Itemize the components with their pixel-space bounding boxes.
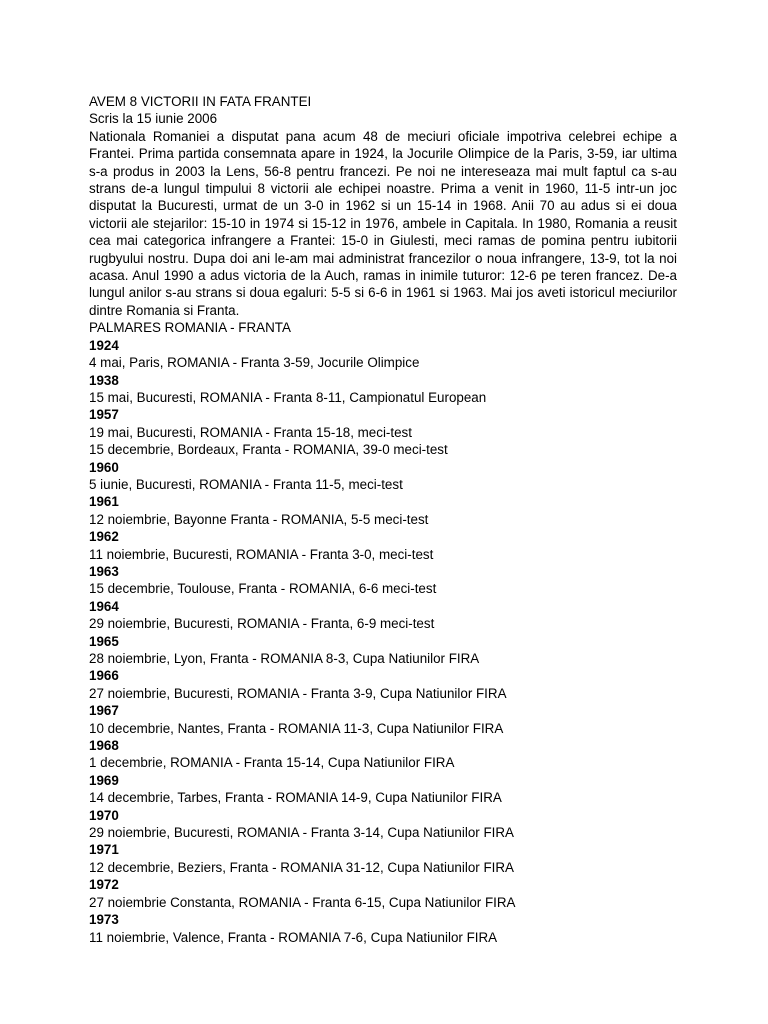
document-title: AVEM 8 VICTORII IN FATA FRANTEI <box>89 94 312 109</box>
year-heading: 1969 <box>89 772 119 788</box>
match-entry: 19 mai, Bucuresti, ROMANIA - Franta 15-18, meci-test <box>89 424 412 440</box>
match-entry: 5 iunie, Bucuresti, ROMANIA - Franta 11-5, meci-test <box>89 476 403 492</box>
year-heading: 1971 <box>89 842 119 858</box>
match-entry: 14 decembrie, Tarbes, Franta - ROMANIA 14-9, Cupa Natiunilor FIRA <box>89 790 502 806</box>
year-heading: 1962 <box>89 529 119 545</box>
year-heading: 1924 <box>89 337 119 353</box>
match-entry: 29 noiembrie, Bucuresti, ROMANIA - Franta, 6-9 meci-test <box>89 616 435 632</box>
match-entry: 15 mai, Bucuresti, ROMANIA - Franta 8-11, Campionatul European <box>89 389 487 405</box>
match-entry: 27 noiembrie Constanta, ROMANIA - Franta 6-15, Cupa Natiunilor FIRA <box>89 894 516 910</box>
year-heading: 1961 <box>89 494 119 510</box>
document-date: Scris la 15 iunie 2006 <box>89 111 218 127</box>
list-heading: PALMARES ROMANIA - FRANTA <box>89 320 291 336</box>
year-heading: 1965 <box>89 633 119 649</box>
year-heading: 1972 <box>89 877 119 893</box>
year-heading: 1957 <box>89 407 119 423</box>
year-heading: 1968 <box>89 738 119 754</box>
match-entry: 28 noiembrie, Lyon, Franta - ROMANIA 8-3, Cupa Natiunilor FIRA <box>89 651 480 666</box>
match-entry: 12 noiembrie, Bayonne Franta - ROMANIA, 5-5 meci-test <box>89 511 429 527</box>
year-heading: 1964 <box>89 598 119 614</box>
match-entry: 4 mai, Paris, ROMANIA - Franta 3-59, Jocurile Olimpice <box>89 355 420 371</box>
match-entry: 15 decembrie, Toulouse, Franta - ROMANIA, 6-6 meci-test <box>89 581 437 597</box>
match-entry: 11 noiembrie, Valence, Franta - ROMANIA 7-6, Cupa Natiunilor FIRA <box>89 929 498 945</box>
year-heading: 1960 <box>89 459 119 475</box>
intro-paragraph: Nationala Romaniei a disputat pana acum 48 de meciuri oficiale impotriva celebrei echipe a Frantei. Prima partida consemnata apare in 1924, la Jocurile Olimpice de la Paris, 3-59, iar ultima s-a produs in 2003 la Lens, 56-8 pentru francezi. Pe noi ne intereseaza mai mult faptul ca s-au strans de-a lungul timpului 8 victorii ale echipei noastre. Prima a venit in 1960, 11-5 intr-un joc disputat la Bucuresti, urmat de un 3-0 in 1962 si un 15-14 in 1968. Anii 70 au adus si ei doua victorii ale stejarilor: 15-10 in 1974 si 15-12 in 1976, ambele in Capitala. In 1980, Romania a reusit cea mai categorica infrangere a Frantei: 15-0 in Giulesti, meci ramas de pomina pentru iubitorii rugbyului nostru. Dupa doi ani le-am mai administrat francezilor o noua infrangere, 13-9, tot la noi acasa. Anul 1990 a adus victoria de la Auch, ramas in inimile tuturor: 12-6 pe teren francez. De-a lungul anilor s-au strans si doua egaluri: 5-5 si 6-6 in 1961 si 1963. Mai jos aveti istoricul meciurilor dintre Romania si Franta. <box>89 128 677 318</box>
year-heading: 1966 <box>89 668 119 684</box>
match-entry: 12 decembrie, Beziers, Franta - ROMANIA 31-12, Cupa Natiunilor FIRA <box>89 859 514 875</box>
match-entry: 1 decembrie, ROMANIA - Franta 15-14, Cupa Natiunilor FIRA <box>89 755 455 771</box>
match-entry: 10 decembrie, Nantes, Franta - ROMANIA 11-3, Cupa Natiunilor FIRA <box>89 720 504 736</box>
year-heading: 1973 <box>89 912 119 928</box>
match-entry: 15 decembrie, Bordeaux, Franta - ROMANIA, 39-0 meci-test <box>89 442 448 458</box>
year-heading: 1970 <box>89 807 119 823</box>
match-entry: 27 noiembrie, Bucuresti, ROMANIA - Franta 3-9, Cupa Natiunilor FIRA <box>89 685 507 701</box>
year-heading: 1967 <box>89 703 119 719</box>
document-body <box>89 93 677 946</box>
year-heading: 1938 <box>89 372 119 388</box>
match-entry: 11 noiembrie, Bucuresti, ROMANIA - Franta 3-0, meci-test <box>89 546 434 562</box>
match-entry: 29 noiembrie, Bucuresti, ROMANIA - Franta 3-14, Cupa Natiunilor FIRA <box>89 825 514 841</box>
year-heading: 1963 <box>89 563 119 579</box>
match-list <box>89 337 677 946</box>
